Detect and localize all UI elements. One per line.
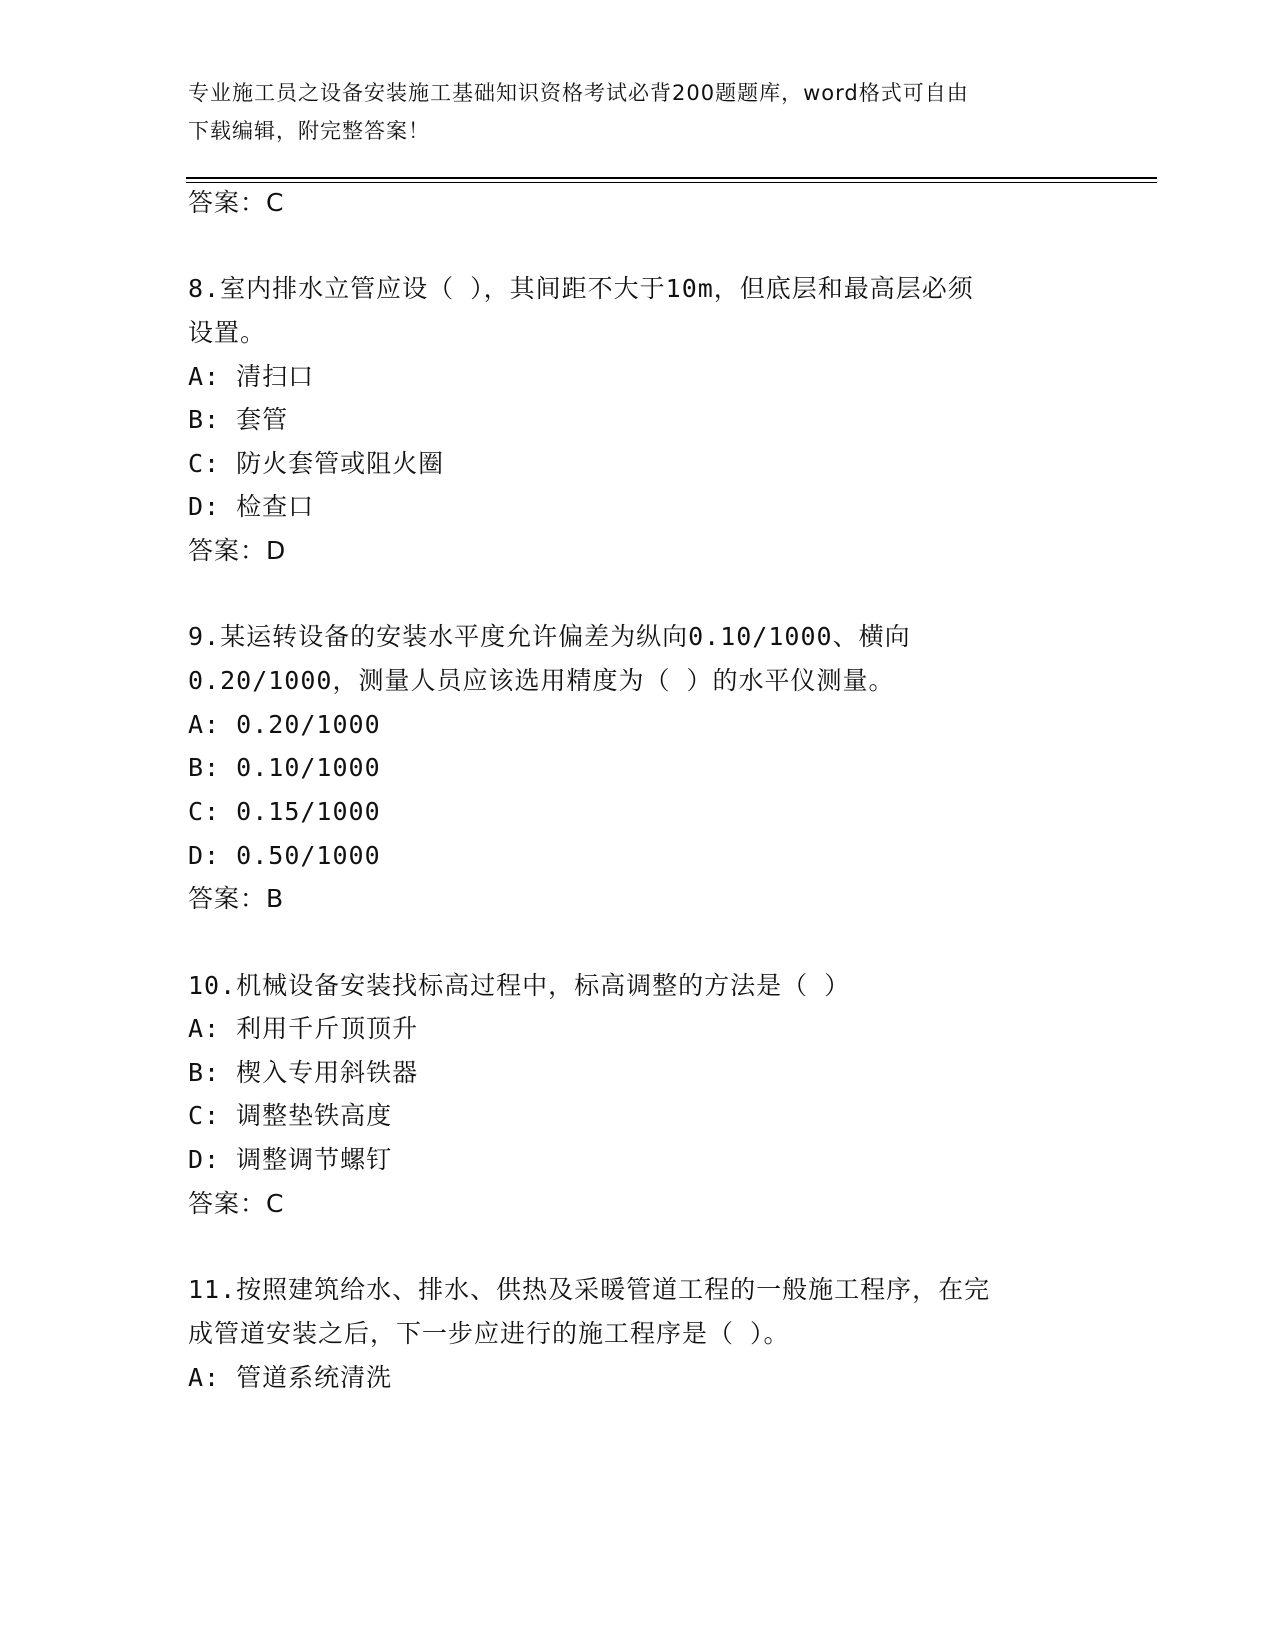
option-key: D: (188, 1145, 221, 1174)
option-key: D: (188, 492, 221, 521)
question-8-line-1: 8.室内排水立管应设（ ），其间距不大于10m，但底层和最高层必须 (188, 274, 974, 303)
header-line-2: 下载编辑，附完整答案！ (188, 119, 430, 143)
question-10-option-d (188, 1143, 392, 1177)
option-key: B: (188, 405, 221, 434)
option-text: 0.20/1000 (236, 710, 381, 739)
question-8-answer: 答案：D (188, 536, 287, 565)
option-text: 调整调节螺钉 (236, 1145, 393, 1174)
option-text: 利用千斤顶顶升 (236, 1014, 419, 1043)
option-key: A: (188, 362, 221, 391)
question-9-line-1: 9.某运转设备的安装水平度允许偏差为纵向0.10/1000、横向 (188, 622, 911, 651)
question-9-option-d (188, 839, 381, 873)
question-11-option-a (188, 1361, 392, 1395)
question-10-option-c (188, 1099, 392, 1133)
question-8-option-a (188, 360, 314, 394)
question-10-line-1: 10.机械设备安装找标高过程中，标高调整的方法是（ ） (188, 971, 851, 1000)
option-text: 调整垫铁高度 (236, 1101, 393, 1130)
question-9-option-a (188, 708, 381, 742)
option-key: D: (188, 841, 221, 870)
question-8-option-c (188, 447, 444, 481)
option-text: 0.15/1000 (236, 797, 381, 826)
question-10-option-a (188, 1012, 418, 1046)
option-text: 清扫口 (236, 362, 315, 391)
option-text: 管道系统清洗 (236, 1363, 393, 1392)
question-8-line-2: 设置。 (188, 318, 267, 347)
question-11-line-2: 成管道安装之后，下一步应进行的施工程序是（ ）。 (188, 1319, 790, 1348)
option-text: 防火套管或阻火圈 (236, 449, 445, 478)
document-header (188, 74, 1088, 150)
question-10-answer: 答案：C (188, 1189, 285, 1218)
question-10-option-b (188, 1056, 418, 1090)
option-text: 套管 (236, 405, 289, 434)
question-8-option-d (188, 490, 314, 524)
question-9-answer: 答案：B (188, 884, 285, 913)
option-key: B: (188, 1058, 221, 1087)
question-9-option-c (188, 795, 381, 829)
option-text: 检查口 (236, 492, 315, 521)
question-8-option-b (188, 403, 288, 437)
option-key: C: (188, 449, 221, 478)
question-11-line-1: 11.按照建筑给水、排水、供热及采暖管道工程的一般施工程序，在完 (188, 1275, 991, 1304)
header-divider-thin (186, 182, 1157, 183)
header-line-1: 专业施工员之设备安装施工基础知识资格考试必背200题题库，word格式可自由 (188, 81, 969, 105)
previous-answer: 答案：C (188, 188, 285, 217)
option-key: A: (188, 710, 221, 739)
option-text: 楔入专用斜铁器 (236, 1058, 419, 1087)
option-key: C: (188, 1101, 221, 1130)
option-key: A: (188, 1014, 221, 1043)
option-key: B: (188, 753, 221, 782)
question-9-line-2: 0.20/1000，测量人员应该选用精度为（ ）的水平仪测量。 (188, 666, 895, 695)
question-9-option-b (188, 751, 381, 785)
option-text: 0.50/1000 (236, 841, 381, 870)
option-text: 0.10/1000 (236, 753, 381, 782)
option-key: A: (188, 1363, 221, 1392)
option-key: C: (188, 797, 221, 826)
header-divider-thick (186, 177, 1157, 179)
